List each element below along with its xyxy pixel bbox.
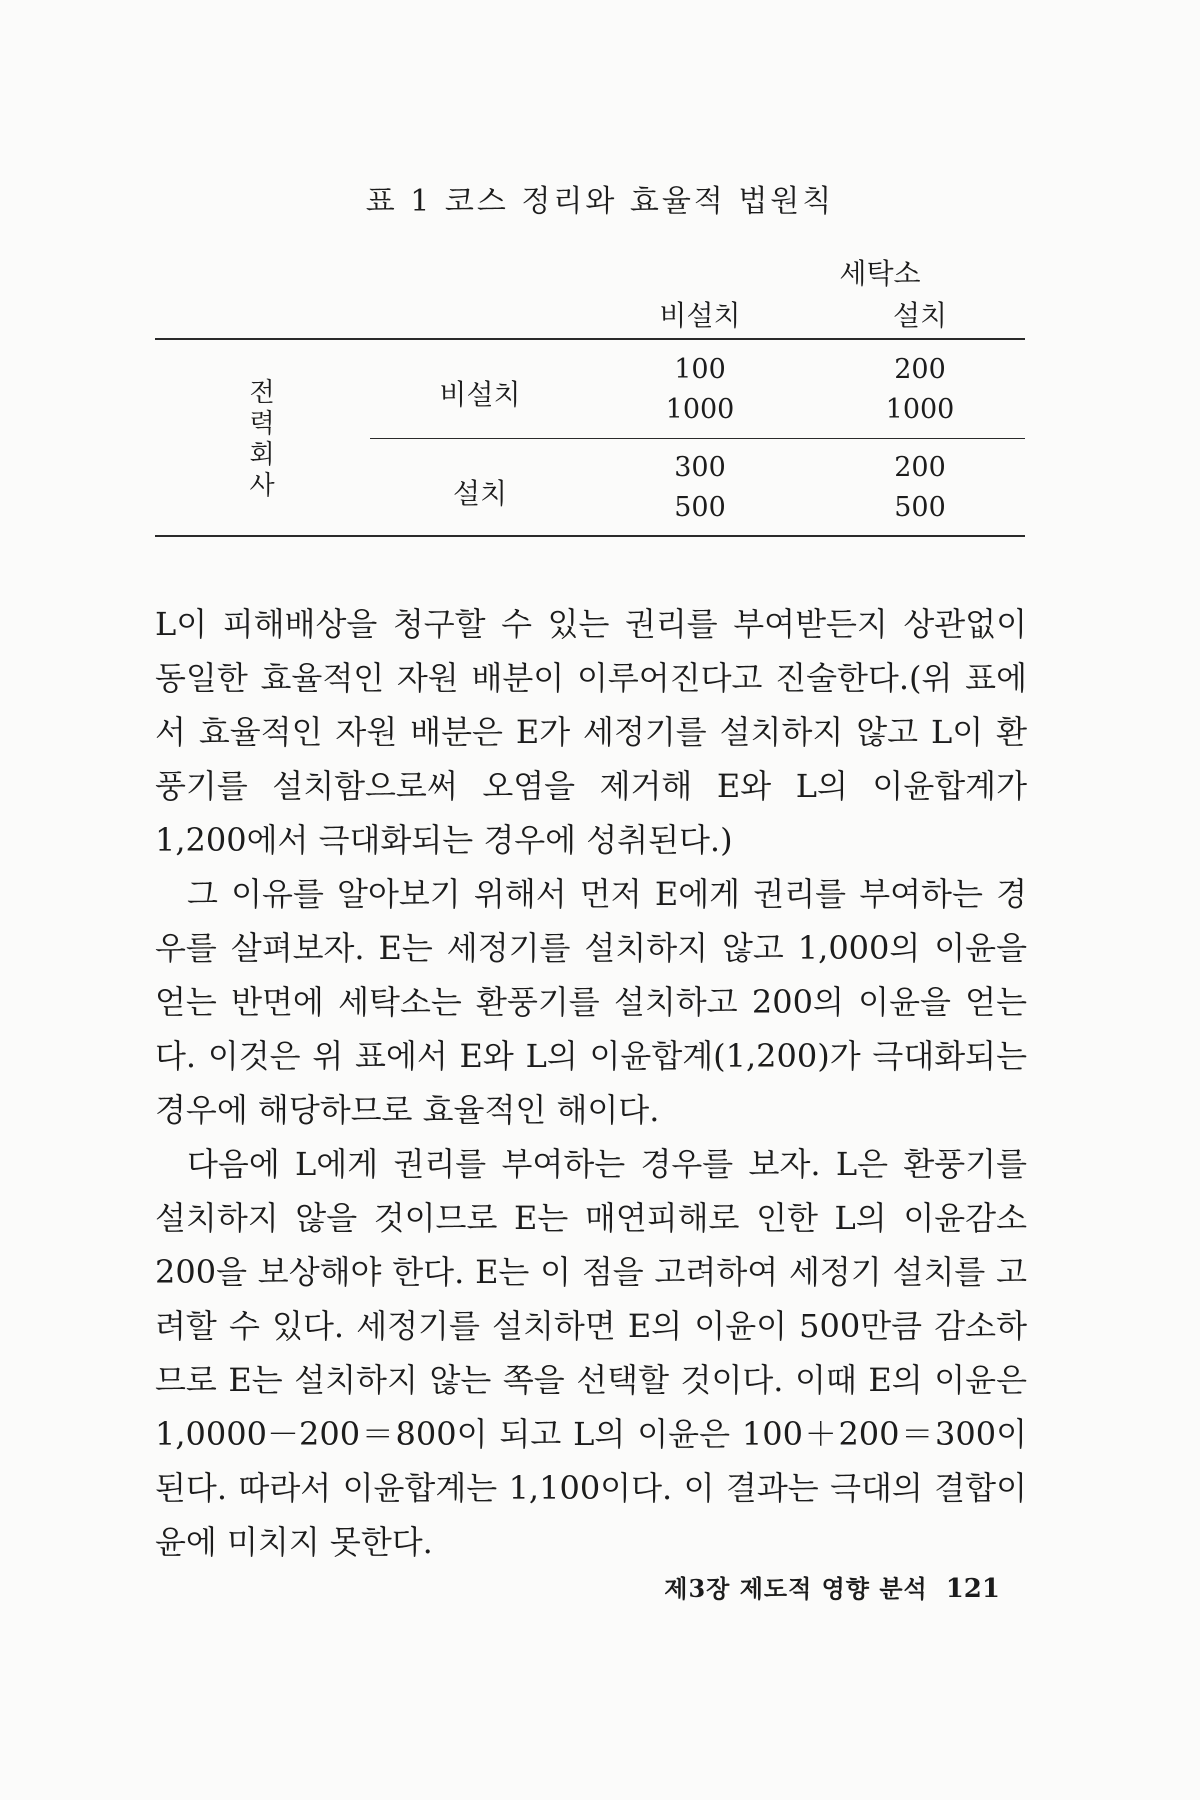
column-group-header: 세탁소: [839, 257, 921, 290]
table-top-rule: [155, 338, 1025, 340]
table-middle-rule: [370, 438, 1025, 439]
cell-value-bottom: 1000: [665, 394, 735, 425]
row-group-label: [242, 378, 282, 502]
cell-value-top: 100: [674, 354, 726, 385]
table-cell: [820, 350, 1020, 430]
table-cell: [600, 350, 800, 430]
row-group-char: 회: [249, 440, 275, 470]
cell-value-top: 200: [894, 354, 946, 385]
body-text: [155, 597, 1027, 1569]
row-group-char: 전: [249, 378, 275, 408]
paragraph: 그 이유를 알아보기 위해서 먼저 E에게 권리를 부여하는 경우를 살펴보자. E는 세정기를 설치하지 않고 1,000의 이윤을 얻는 반면에 세탁소는 환풍기를 설치하고 200의 이윤을 얻는다. 이것은 위 표에서 E와 L의 이윤합계(1,200)가 극대화되는 경우에 해당하므로 효율적인 해이다.: [155, 875, 1027, 1129]
cell-value-top: 300: [674, 452, 726, 483]
paragraph: L이 피해배상을 청구할 수 있는 권리를 부여받든지 상관없이 동일한 효율적인 자원 배분이 이루어진다고 진술한다.(위 표에서 효율적인 자원 배분은 E가 세정기를 설치하지 않고 L이 환풍기를 설치함으로써 오염을 제거해 E와 L의 이윤합계가 1,200에서 극대화되는 경우에 성취된다.): [155, 605, 1027, 859]
paragraph: 다음에 L에게 권리를 부여하는 경우를 보자. L은 환풍기를 설치하지 않을 것이므로 E는 매연피해로 인한 L의 이윤감소 200을 보상해야 한다. E는 이 점을 고려하여 세정기 설치를 고려할 수 있다. 세정기를 설치하면 E의 이윤이 500만큼 감소하므로 E는 설치하지 않는 쪽을 선택할 것이다. 이때 E의 이윤은 1,0000－200＝800이 되고 L의 이윤은 100＋200＝300이 된다. 따라서 이윤합계는 1,100이다. 이 결과는 극대의 결합이윤에 미치지 못한다.: [155, 1145, 1027, 1561]
column-header-no-install: 비설치: [659, 299, 741, 332]
table-cell: [600, 448, 800, 528]
row-header-no-install: 비설치: [439, 378, 521, 411]
table-caption: 표 1 코스 정리와 효율적 법원칙: [365, 184, 835, 219]
row-group-char: 사: [249, 471, 275, 501]
table-bottom-rule: [155, 535, 1025, 537]
row-group-char: 력: [249, 409, 275, 439]
cell-value-bottom: 500: [894, 492, 946, 523]
page-number: 121: [945, 1574, 1000, 1604]
page-footer: [0, 1569, 1000, 1604]
column-header-install: 설치: [892, 299, 948, 332]
cell-value-bottom: 500: [674, 492, 726, 523]
row-header-install: 설치: [452, 477, 508, 510]
cell-value-top: 200: [894, 452, 946, 483]
table-cell: [820, 448, 1020, 528]
cell-value-bottom: 1000: [885, 394, 955, 425]
running-footer-chapter: 제3장 제도적 영향 분석: [664, 1574, 928, 1603]
